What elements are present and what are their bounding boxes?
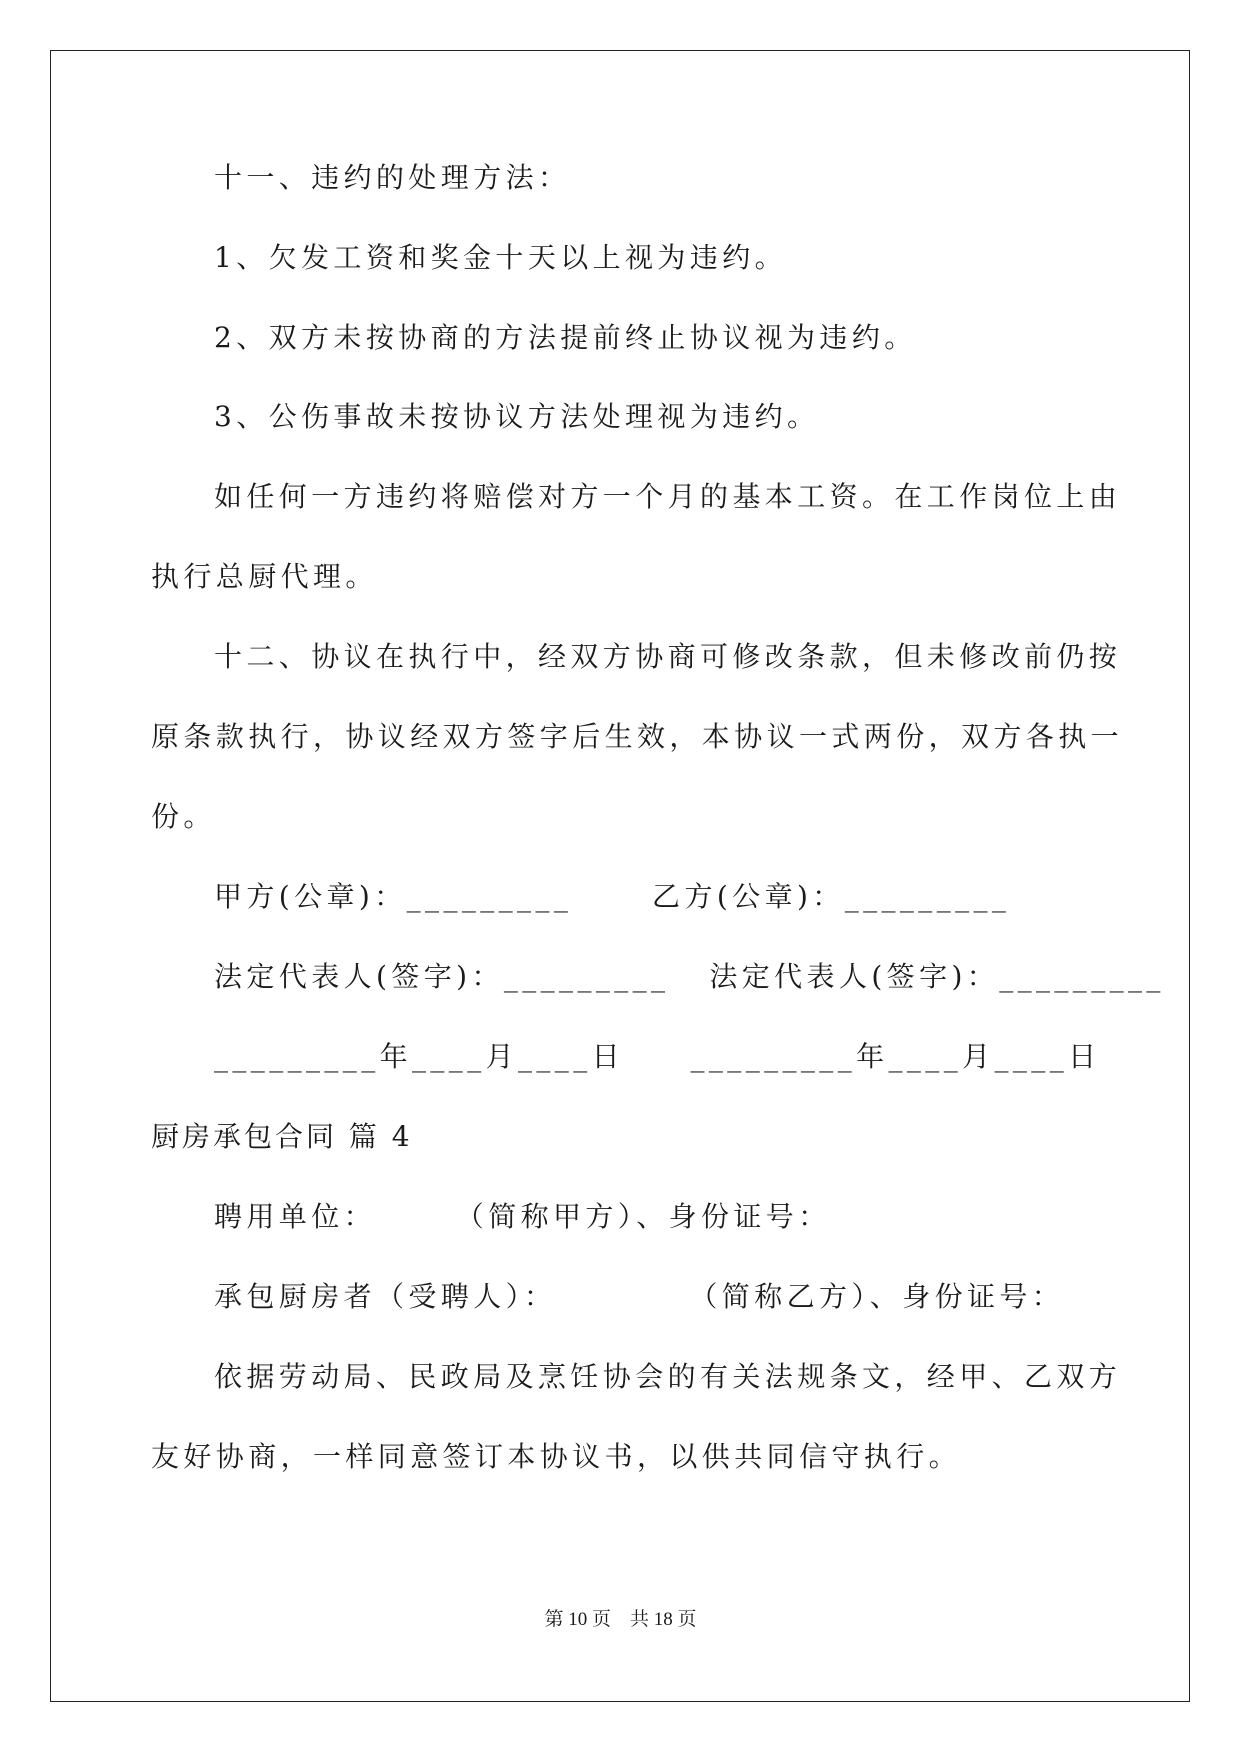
signature-date-line: _________年____月____日 _________年____月____日 bbox=[214, 1040, 1101, 1073]
contractor-line: 承包厨房者（受聘人）： （简称乙方）、身份证号： bbox=[214, 1280, 1065, 1313]
contract-heading: 厨房承包合同 篇 4 bbox=[151, 1120, 413, 1153]
clause-3: 3、公伤事故未按协议方法处理视为违约。 bbox=[214, 400, 820, 433]
page-footer bbox=[0, 1608, 1241, 1632]
clause-2: 2、双方未按协商的方法提前终止协议视为违约。 bbox=[214, 321, 917, 354]
section-12-line-3: 份。 bbox=[151, 800, 216, 833]
page-number: 第 10 页 共 18 页 bbox=[544, 1609, 697, 1630]
basis-paragraph-line-2: 友好协商，一样同意签订本协议书，以供共同信守执行。 bbox=[151, 1440, 962, 1473]
signature-seal-line: 甲方(公章)：_________ 乙方(公章)：_________ bbox=[214, 880, 1011, 913]
section-11-heading: 十一、违约的处理方法： bbox=[214, 161, 571, 194]
penalty-paragraph-line-1: 如任何一方违约将赔偿对方一个月的基本工资。在工作岗位上由 bbox=[214, 480, 1122, 513]
basis-paragraph-line-1: 依据劳动局、民政局及烹饪协会的有关法规条文，经甲、乙双方 bbox=[214, 1360, 1122, 1393]
clause-1: 1、欠发工资和奖金十天以上视为违约。 bbox=[214, 241, 788, 274]
penalty-paragraph-line-2: 执行总厨代理。 bbox=[151, 560, 378, 593]
section-12-line-2: 原条款执行，协议经双方签字后生效，本协议一式两份，双方各执一 bbox=[151, 720, 1124, 753]
section-12-line-1: 十二、协议在执行中，经双方协商可修改条款，但未修改前仍按 bbox=[214, 640, 1122, 673]
signature-representative-line: 法定代表人(签字)：_________ 法定代表人(签字)：_________ bbox=[214, 960, 1165, 993]
employer-line: 聘用单位： （简称甲方）、身份证号： bbox=[214, 1200, 831, 1233]
